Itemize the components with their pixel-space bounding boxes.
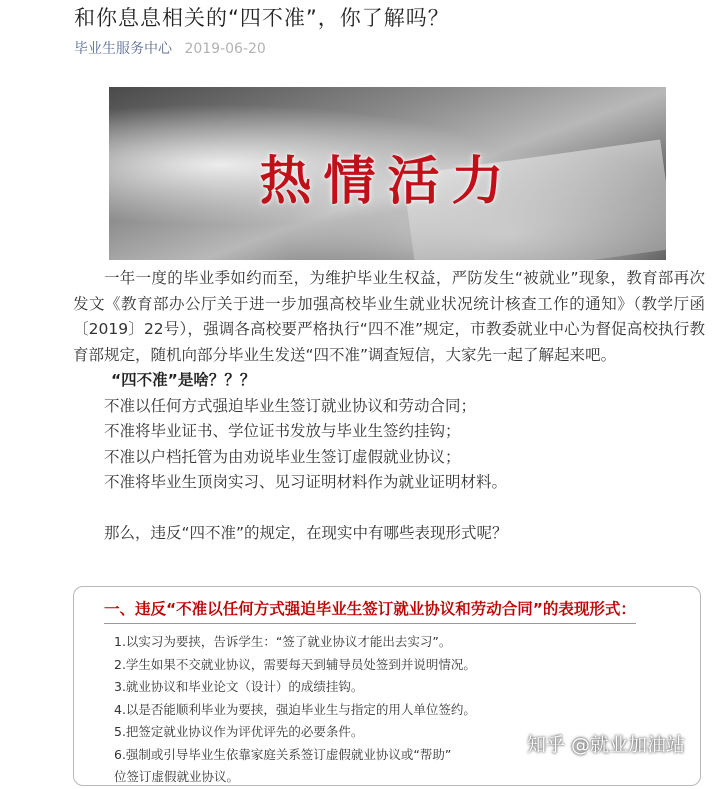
intro-paragraph: 一年一度的毕业季如约而至，为维护毕业生权益，严防发生“被就业”现象，教育部再次发文《教育部办公厅关于进一步加强高校毕业生就业状况统计核查工作的通知》（教学厅函〔2019〕22号），强调各高校要严格执行“四不准”规定，市教委就业中心为督促高校执行教育部规定，随机向部分毕业生发送“四不准”调查短信，大家先一起了解起来吧。	[73, 269, 705, 364]
article-meta	[74, 38, 266, 58]
banner-image	[109, 87, 666, 260]
rule-item: 不准以户档托管为由劝说毕业生签订虚假就业协议；	[104, 447, 461, 466]
box-title: 一、违反“不准以任何方式强迫毕业生签订就业协议和劳动合同”的表现形式：	[104, 597, 636, 624]
list-item: 2.学生如果不交就业协议，需要每天到辅导员处签到并说明情况。	[114, 656, 476, 672]
question-paragraph: 那么，违反“四不准”的规定，在现实中有哪些表现形式呢？	[104, 523, 508, 542]
rule-item: 不准将毕业生顶岗实习、见习证明材料作为就业证明材料。	[104, 473, 508, 491]
article-title: 和你息息相关的“四不准”，你了解吗？	[74, 6, 450, 30]
list-item: 3.就业协议和毕业论文（设计）的成绩挂钩。	[114, 679, 364, 694]
list-item: 6.强制或引导毕业生依靠家庭关系签订虚假就业协议或“帮助”	[114, 746, 452, 762]
list-item: 位签订虚假就业协议。	[114, 769, 240, 784]
author-link[interactable]: 毕业生服务中心	[74, 41, 172, 57]
publish-date: 2019-06-20	[184, 41, 266, 57]
list-item: 4.以是否能顺利毕业为要挟，强迫毕业生与指定的用人单位签约。	[114, 701, 476, 717]
list-item: 5.把签定就业协议作为评优评先的必要条件。	[114, 724, 364, 739]
rule-item: 不准以任何方式强迫毕业生签订就业协议和劳动合同；	[104, 396, 477, 415]
banner-text: 热情活力	[259, 151, 516, 212]
rule-item: 不准将毕业证书、学位证书发放与毕业生签约挂钩；	[104, 422, 461, 440]
zhihu-watermark: 知乎 @就业加油站	[527, 734, 686, 756]
list-item: 1.以实习为要挟，告诉学生：“签了就业协议才能出去实习”。	[114, 634, 452, 649]
subheading: “四不准”是啥？？？	[111, 371, 256, 389]
violation-list	[114, 631, 476, 789]
article-body	[73, 266, 705, 546]
